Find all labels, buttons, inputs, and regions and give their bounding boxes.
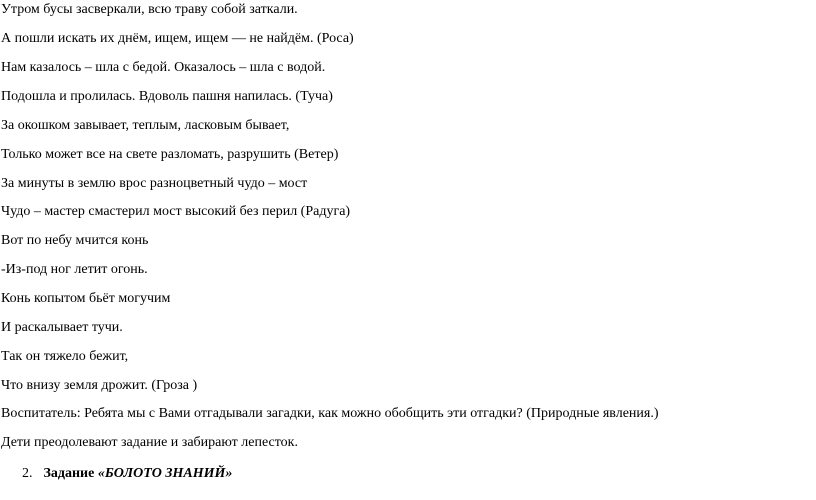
text-line: И раскалывает тучи.	[1, 320, 123, 335]
text-line: За минуты в землю врос разноцветный чудо – мост	[1, 176, 308, 191]
task-name: «БОЛОТО ЗНАНИЙ»	[97, 466, 233, 481]
text-line: Нам казалось – шла с бедой. Оказалось – шла с водой.	[1, 60, 326, 75]
text-line: За окошком завывает, теплым, ласковым бывает,	[1, 118, 290, 133]
task-label: Задание	[43, 466, 98, 481]
text-line: Подошла и пролилась. Вдоволь пашня напилась. (Туча)	[1, 89, 333, 104]
list-number: 2.	[22, 466, 33, 481]
text-line: Конь копытом бьёт могучим	[1, 291, 171, 306]
text-line: Чудо – мастер смастерил мост высокий без перил (Радуга)	[1, 204, 351, 219]
text-line: Утром бусы засверкали, всю траву собой заткали.	[1, 2, 298, 17]
text-line: Дети преодолевают задание и забирают лепесток.	[1, 435, 298, 450]
text-line: Только может все на свете разломать, разрушить (Ветер)	[1, 147, 339, 162]
text-line: Так он тяжело бежит,	[1, 349, 129, 364]
text-line: Воспитатель: Ребята мы с Вами отгадывали загадки, как можно обобщить эти отгадки? (Природные явления.)	[1, 406, 659, 421]
text-line: А пошли искать их днём, ищем, ищем — не найдём. (Роса)	[1, 31, 354, 46]
text-line: Вот по небу мчится конь	[1, 233, 149, 248]
text-line: Что внизу земля дрожит. (Гроза )	[1, 378, 198, 393]
text-line: -Из-под ног летит огонь.	[1, 262, 148, 277]
numbered-list-item	[22, 465, 232, 483]
